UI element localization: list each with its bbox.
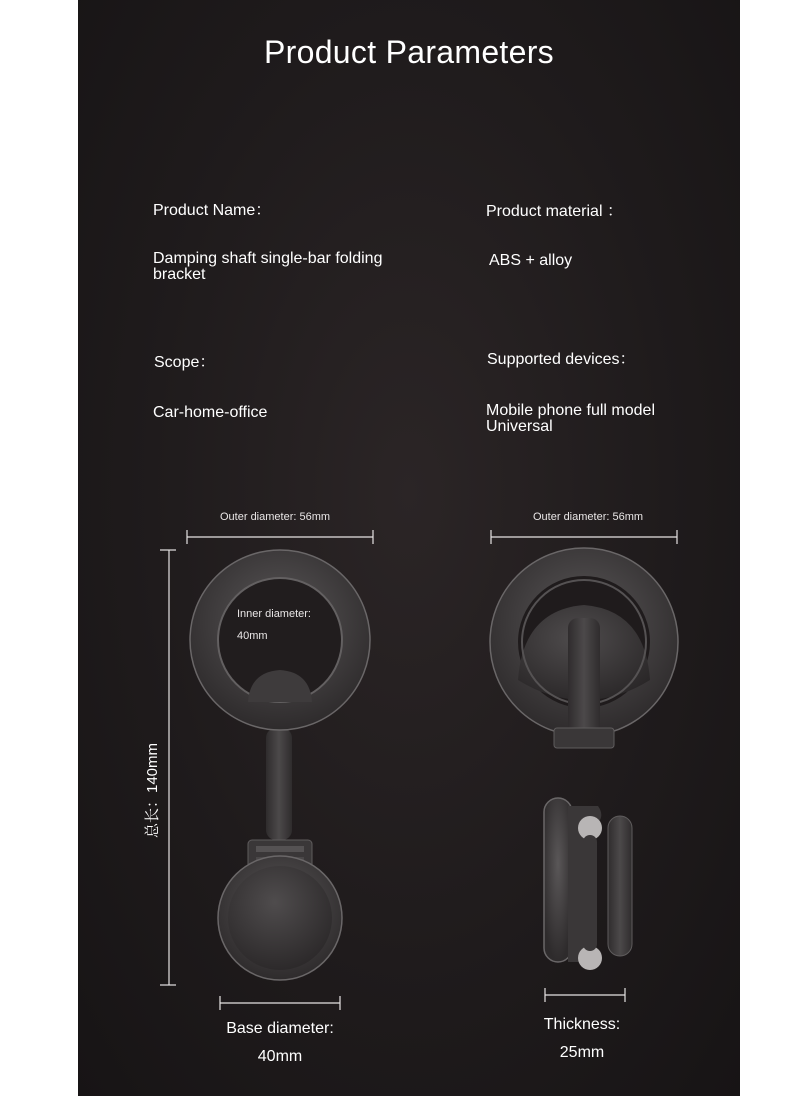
page-title: Product Parameters [264,34,554,70]
product-name-label: Product Name： [153,202,272,219]
bracket-side-view [544,798,632,970]
product-material-label: Product material ： [486,203,623,220]
outer-diameter-right-line [491,530,677,544]
scope-value: Car-home-office [153,404,268,421]
product-parameters-panel [78,0,740,1096]
inner-diameter-value: 40mm [237,630,268,642]
outer-diameter-left-label: Outer diameter: 56mm [220,511,331,523]
outer-diameter-left-line [187,530,373,544]
thickness-label: Thickness: [543,1016,621,1033]
thickness-value: 25mm [559,1044,605,1061]
thickness-line [545,988,625,1002]
total-length-line [160,550,176,985]
supported-devices-label: Supported devices： [487,351,636,368]
base-diameter-value: 40mm [257,1048,303,1065]
total-length-label: 总长：140mm [144,742,161,838]
product-material-value: ABS + alloy [489,252,573,269]
inner-diameter-label: Inner diameter: [237,608,311,620]
product-drawings [78,0,740,1096]
outer-diameter-right-label: Outer diameter: 56mm [533,511,644,523]
base-diameter-label: Base diameter: [226,1020,334,1037]
scope-label: Scope： [154,354,216,371]
bracket-back-view [490,548,678,748]
supported-devices-value: Mobile phone full model Universal [486,402,655,435]
product-name-value: Damping shaft single-bar folding bracket [153,250,383,283]
base-diameter-line [220,996,340,1010]
